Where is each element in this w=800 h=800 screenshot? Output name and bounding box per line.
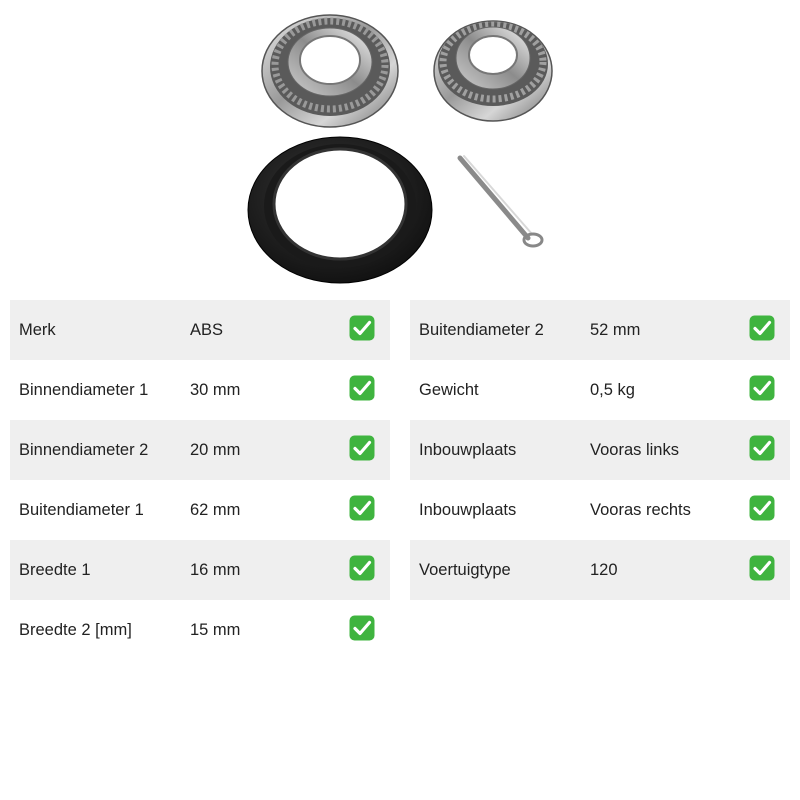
spec-row: [410, 360, 790, 420]
spec-row: [10, 480, 390, 540]
cotter-pin-icon: [460, 156, 542, 246]
spec-row: [10, 420, 390, 480]
spec-label: Binnendiameter 1: [19, 381, 149, 399]
large-bearing-icon: [262, 15, 398, 127]
spec-value: 120: [590, 561, 618, 579]
product-image: [0, 0, 800, 290]
spec-label: Breedte 1: [19, 561, 91, 579]
spec-label: Breedte 2 [mm]: [19, 621, 132, 639]
spec-label: Inbouwplaats: [419, 501, 517, 519]
spec-label: Binnendiameter 2: [19, 441, 149, 459]
spec-label: Voertuigtype: [419, 561, 511, 579]
spec-row: [10, 540, 390, 600]
small-bearing-icon: [434, 21, 552, 121]
spec-value: 30 mm: [190, 381, 241, 399]
check-icon: [349, 435, 375, 461]
spec-row: [10, 360, 390, 420]
spec-label: Inbouwplaats: [419, 441, 517, 459]
check-icon: [749, 495, 775, 521]
spec-label: Buitendiameter 1: [19, 501, 144, 519]
spec-value: 15 mm: [190, 621, 241, 639]
check-icon: [749, 375, 775, 401]
spec-row: [410, 480, 790, 540]
check-icon: [349, 495, 375, 521]
spec-value: Vooras links: [590, 441, 679, 459]
spec-value: 16 mm: [190, 561, 241, 579]
spec-value: ABS: [190, 321, 224, 339]
check-icon: [749, 555, 775, 581]
check-icon: [349, 375, 375, 401]
spec-row: [10, 300, 390, 360]
spec-row: [410, 300, 790, 360]
spec-row: [410, 540, 790, 600]
spec-label: Buitendiameter 2: [419, 321, 544, 339]
shaft-seal-icon: [248, 137, 432, 283]
check-icon: [349, 315, 375, 341]
spec-label: Merk: [19, 321, 56, 339]
spec-value: 20 mm: [190, 441, 241, 459]
spec-table-right: [410, 300, 790, 600]
spec-row: [10, 600, 390, 660]
spec-table-left: [10, 300, 390, 660]
check-icon: [749, 315, 775, 341]
check-icon: [349, 615, 375, 641]
spec-value: 52 mm: [590, 321, 641, 339]
check-icon: [749, 435, 775, 461]
spec-label: Gewicht: [419, 381, 479, 399]
spec-value: Vooras rechts: [590, 501, 691, 519]
check-icon: [349, 555, 375, 581]
spec-value: 62 mm: [190, 501, 241, 519]
spec-value: 0,5 kg: [590, 381, 635, 399]
spec-row: [410, 420, 790, 480]
